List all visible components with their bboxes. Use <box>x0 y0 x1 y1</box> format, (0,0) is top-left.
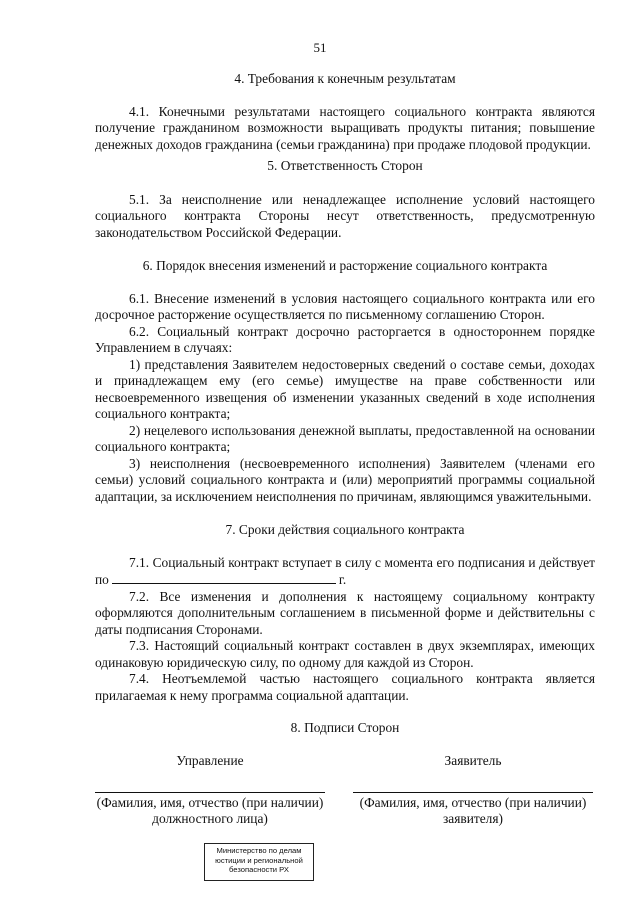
list-item-6-2-3: 3) неисполнения (несвоевременного исполнения) Заявителем (членами его семьи) условий социального контракта и (или) мероприятий программы социальной адаптации, за исключением неисполнения по причинам, являющимся уважительными. <box>95 455 595 504</box>
paragraph-5-1: 5.1. За неисполнение или ненадлежащее исполнение условий настоящего социального контракта Стороны несут ответственность, предусмотренную законодательством Российской Федерации. <box>95 191 595 240</box>
signature-left-line <box>95 792 325 793</box>
ministry-stamp <box>204 843 314 881</box>
paragraph-7-1-text: 7.1. Социальный контракт вступает в силу с момента его подписания и действует по <box>95 554 595 587</box>
paragraph-6-2: 6.2. Социальный контракт досрочно расторгается в одностороннем порядке Управлением в случаях: <box>95 323 595 355</box>
paragraph-7-1-suffix: г. <box>338 572 347 587</box>
date-blank-line <box>112 571 336 584</box>
stamp-line-1: Министерство по делам <box>216 846 302 855</box>
signature-left <box>95 753 325 827</box>
section-4-heading: 4. Требования к конечным результатам <box>234 71 456 86</box>
signature-block <box>95 753 595 843</box>
page-number: 51 <box>313 40 327 55</box>
list-item-6-2-2: 2) нецелевого использования денежной выплаты, предоставленной на основании социального контракта; <box>95 422 595 454</box>
paragraph-4-1: 4.1. Конечными результатами настоящего социального контракта являются получение гражданином возможности выращивать продукты питания; повышение денежных доходов гражданина (семьи гражданина) при продаже плодовой продукции. <box>95 103 595 152</box>
stamp-line-2: юстиции и региональной <box>215 855 303 865</box>
section-8-heading: 8. Подписи Сторон <box>290 720 400 735</box>
signature-right-title: Заявитель <box>444 753 502 768</box>
paragraph-7-1 <box>95 555 595 589</box>
signature-right-line <box>353 792 593 793</box>
section-5-heading: 5. Ответственность Сторон <box>267 158 423 173</box>
section-6-heading: 6. Порядок внесения изменений и расторжение социального контракта <box>142 258 548 273</box>
paragraph-6-1: 6.1. Внесение изменений в условия настоящего социального контракта или его досрочное расторжение осуществляется по письменному соглашению Сторон. <box>95 290 595 322</box>
signature-left-title: Управление <box>176 753 244 768</box>
stamp-line-3: безопасности РХ <box>229 865 289 875</box>
signature-left-caption-1: (Фамилия, имя, отчество (при наличии) <box>96 794 324 810</box>
paragraph-7-2: 7.2. Все изменения и дополнения к настоящему социальному контракту оформляются дополнительным соглашением в письменной форме и действительны с даты подписания Сторонами. <box>95 588 595 637</box>
signature-right <box>353 753 593 827</box>
signature-right-caption-2: заявителя) <box>443 810 503 826</box>
document-body <box>95 71 595 749</box>
paragraph-7-4: 7.4. Неотъемлемой частью настоящего социального контракта является прилагаемая к нему программа социальной адаптации. <box>95 671 595 703</box>
signature-left-caption-2: должностного лица) <box>152 810 268 826</box>
list-item-6-2-1: 1) представления Заявителем недостоверных сведений о составе семьи, доходах и принадлежащем ему (его семье) имуществе на праве собственности или несвоевременного извещения об изменении указанных сведений в ходе исполнения социального контракта; <box>95 356 595 421</box>
section-7-heading: 7. Сроки действия социального контракта <box>225 522 465 537</box>
signature-right-caption-1: (Фамилия, имя, отчество (при наличии) <box>359 794 587 810</box>
paragraph-7-3: 7.3. Настоящий социальный контракт составлен в двух экземплярах, имеющих одинаковую юридическую силу, по одному для каждой из Сторон. <box>95 638 595 670</box>
